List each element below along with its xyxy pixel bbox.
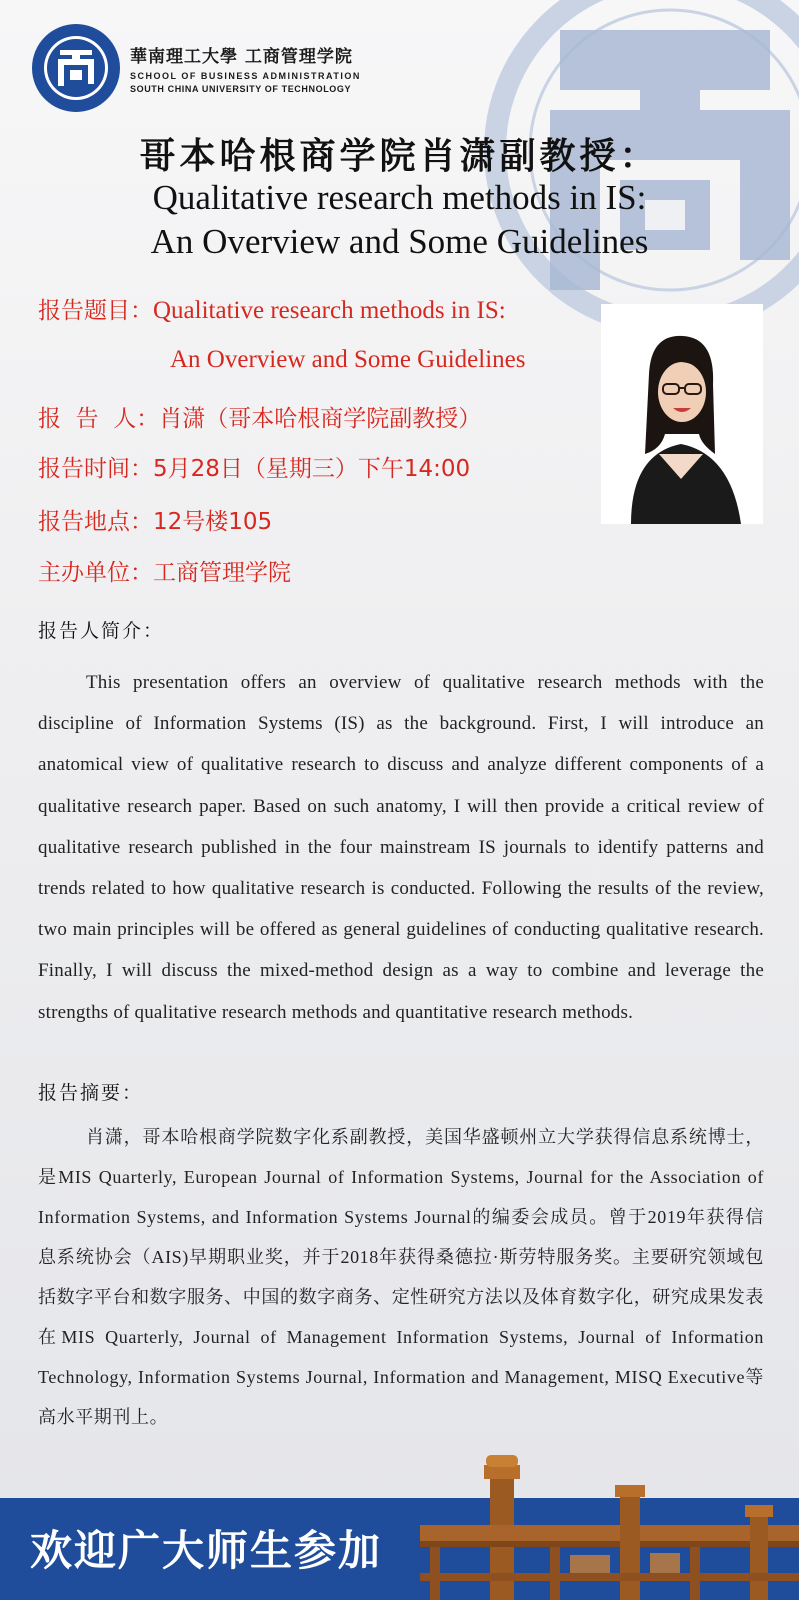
section-heading-abstract: 报告摘要：	[38, 1082, 144, 1104]
info-topic	[38, 292, 506, 325]
section-heading-speaker-intro: 报告人简介：	[38, 620, 165, 642]
section-body-speaker-intro: This presentation offers an overview of qualitative research methods with the discipline of Information Systems (IS) as the background. First, I will introduce an anatomical view of qualitative research to discuss and analyze different components of a qualitative research paper. Based on such anatomy, I will then provide a critical review of qualitative research published in the four mainstream IS journals to identify patterns and trends related to how qualitative research is conducted. Following the results of the review, two main principles will be offered as general guidelines of conducting qualitative research. Finally, I will discuss the mixed-method design as a way to combine and leverage the strengths of qualitative research methods and quantitative research methods.	[38, 672, 764, 1023]
host-label: 主办单位：	[38, 560, 153, 586]
info-topic-line2	[170, 346, 525, 374]
speaker-value: 肖潇（哥本哈根商学院副教授）	[159, 406, 482, 432]
info-time	[38, 450, 470, 483]
school-name-cn: 華南理工大學 工商管理学院	[130, 47, 353, 67]
info-speaker	[38, 400, 481, 433]
school-name-en: SCHOOL OF BUSINESS ADMINISTRATION	[130, 71, 361, 81]
heritage-building-illustration	[420, 1455, 799, 1600]
place-label: 报告地点：	[38, 509, 153, 535]
university-name-en: SOUTH CHINA UNIVERSITY OF TECHNOLOGY	[130, 84, 352, 94]
title-en-line1: Qualitative research methods in IS:	[152, 178, 647, 217]
university-logo-icon	[30, 22, 122, 114]
speaker-photo	[601, 304, 763, 524]
info-host	[38, 554, 291, 587]
welcome-text: 欢迎广大师生参加	[30, 1526, 383, 1575]
info-place	[38, 503, 272, 536]
speaker-label: 报 告 人：	[38, 406, 160, 432]
topic-label: 报告题目：	[38, 298, 153, 324]
topic-line2: An Overview and Some Guidelines	[170, 346, 526, 373]
host-value: 工商管理学院	[153, 560, 291, 586]
section-body-abstract: 肖潇，哥本哈根商学院数字化系副教授，美国华盛顿州立大学获得信息系统博士，是MIS Quarterly, European Journal of Information Systems, Journal for the Association of Information Systems, and Information Systems Journal的编委会成员。曾于2019年获得信息系统协会（AIS)早期职业奖，并于2018年获得桑德拉·斯劳特服务奖。主要研究领域包括数字平台和数字服务、中国的数字商务、定性研究方法以及体育数字化，研究成果发表在MIS Quarterly, Journal of Management Information Systems, Journal of Information Technology, Information Systems Journal, Information and Management, MISQ Executive等高水平期刊上。	[38, 1127, 764, 1427]
speaker-portrait-icon	[601, 304, 763, 524]
title-en-line2: An Overview and Some Guidelines	[150, 222, 649, 261]
title-cn: 哥本哈根商学院肖潇副教授：	[139, 135, 660, 177]
school-header	[30, 22, 380, 117]
time-value: 5月28日（星期三）下午14:00	[153, 456, 471, 482]
time-label: 报告时间：	[38, 456, 153, 482]
place-value: 12号楼105	[153, 509, 273, 535]
topic-line1: Qualitative research methods in IS:	[153, 297, 506, 324]
